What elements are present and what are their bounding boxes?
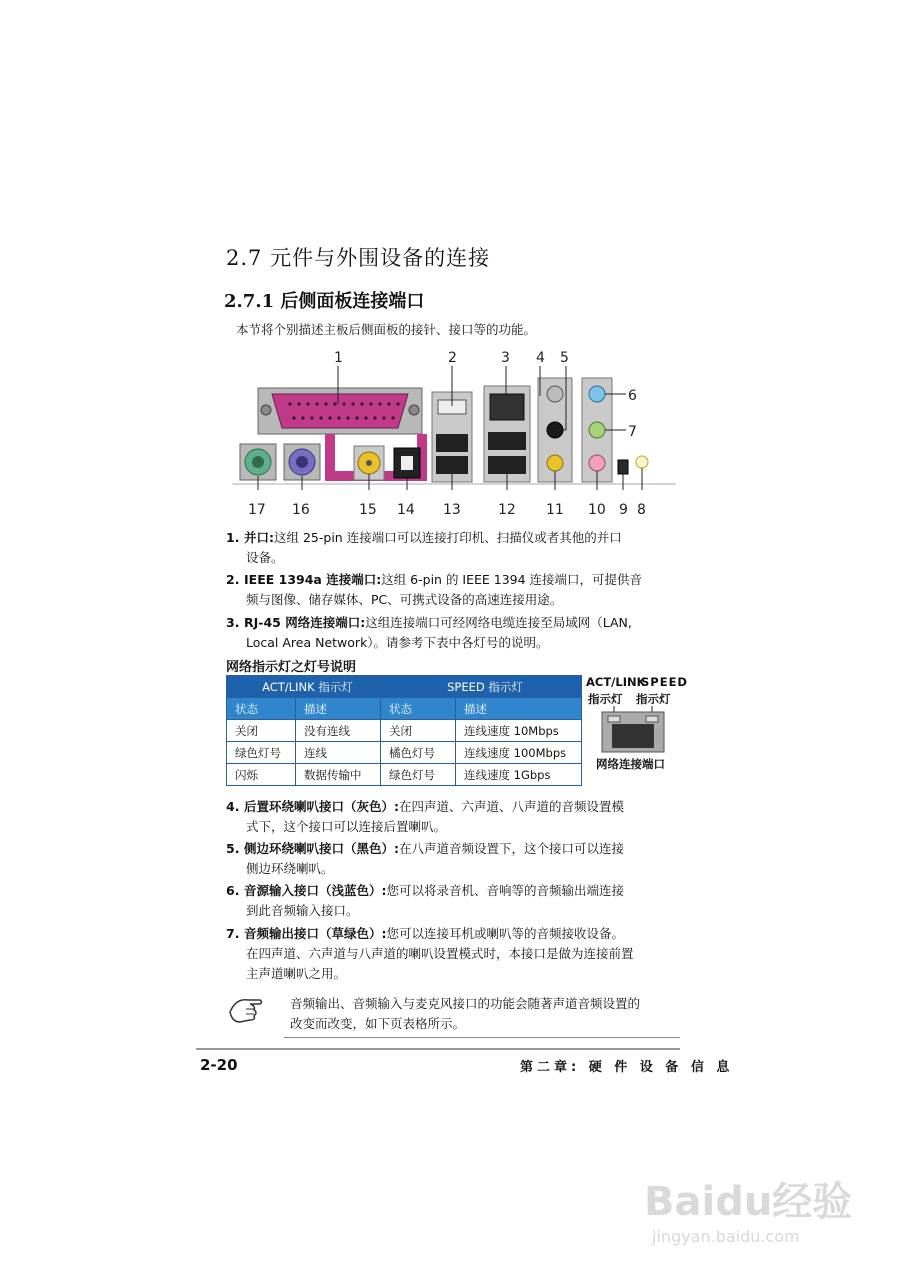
- rj45-port-illustration: [598, 706, 668, 754]
- table-title: 网络指示灯之灯号说明: [226, 660, 357, 675]
- usb-port: [488, 432, 526, 450]
- table-header: 描述: [296, 698, 381, 720]
- callout-11: 11: [546, 502, 564, 518]
- rj45-act-sub: 指示灯: [588, 692, 623, 706]
- table-row: 绿色灯号 连线 橘色灯号 连线速度 100Mbps: [227, 742, 582, 764]
- callout-8: 8: [637, 502, 646, 518]
- table-header: ACT/LINK 指示灯: [227, 676, 381, 698]
- table-row: 关闭 没有连线 关闭 连线速度 10Mbps: [227, 720, 582, 742]
- list-item: 1. 并口:这组 25-pin 连接端口可以连接打印机、扫描仪或者其他的并口 设备。: [226, 530, 622, 565]
- center-sub-jack: [547, 455, 563, 471]
- led-status-table: [226, 675, 582, 786]
- list-item: 5. 侧边环绕喇叭接口（黑色）:在八声道音频设置下，这个接口可以连接 侧边环绕喇叭。: [226, 841, 625, 876]
- rear-panel-diagram: [226, 344, 686, 524]
- intro-text: 本节将个别描述主板后侧面板的接针、接口等的功能。: [236, 322, 537, 337]
- usb-port: [436, 434, 468, 452]
- callout-6: 6: [628, 388, 637, 404]
- table-header: 状态: [381, 698, 456, 720]
- parallel-port-shell: [272, 394, 408, 428]
- rj45-speed-sub: 指示灯: [636, 692, 671, 706]
- callout-14: 14: [397, 502, 415, 518]
- note-hand-icon: [226, 992, 266, 1026]
- callout-9: 9: [619, 502, 628, 518]
- list-item: 6. 音源输入接口（浅蓝色）:您可以将录音机、音响等的音频输出端连接 到此音频输入接口。: [226, 883, 625, 918]
- callout-12: 12: [498, 502, 516, 518]
- note-text: 音频输出、音频输入与麦克风接口的功能会随著声道音频设置的 改变而改变，如下页表格所示。: [290, 996, 641, 1031]
- watermark: Baidu经验 jingyan.baidu.com: [644, 1179, 853, 1246]
- subsection-heading: 2.7.1 后侧面板连接端口: [224, 291, 425, 312]
- list-item: 4. 后置环绕喇叭接口（灰色）:在四声道、六声道、八声道的音频设置模 式下，这个接口可以连接后置喇叭。: [226, 799, 625, 834]
- table-header: SPEED 指示灯: [381, 676, 582, 698]
- rj45-port: [490, 394, 524, 420]
- rj45-speed-label: SPEED: [641, 675, 688, 689]
- callout-3: 3: [501, 350, 510, 366]
- line-out-jack: [589, 422, 605, 438]
- callout-2: 2: [448, 350, 457, 366]
- callout-4: 4: [536, 350, 545, 366]
- section-heading: 2.7 元件与外围设备的连接: [226, 246, 491, 270]
- callout-10: 10: [588, 502, 606, 518]
- mic-jack: [589, 455, 605, 471]
- footer-divider: [196, 1048, 680, 1050]
- callout-16: 16: [292, 502, 310, 518]
- note-divider: [284, 1037, 680, 1038]
- table-header: 状态: [227, 698, 296, 720]
- table-row: 闪烁 数据传输中 绿色灯号 连线速度 1Gbps: [227, 764, 582, 786]
- line-in-jack: [589, 386, 605, 402]
- optical-out-small: [618, 460, 628, 474]
- chapter-title: 第二章: 硬 件 设 备 信 息: [520, 1060, 734, 1075]
- callout-5: 5: [560, 350, 569, 366]
- callout-17: 17: [248, 502, 266, 518]
- callout-7: 7: [628, 424, 637, 440]
- rear-speaker-jack: [547, 386, 563, 402]
- callout-13: 13: [443, 502, 461, 518]
- rj45-caption: 网络连接端口: [596, 757, 665, 771]
- list-item: 3. RJ-45 网络连接端口:这组连接端口可经网络电缆连接至局域网（LAN, Local Area Network）。请参考下表中各灯号的说明。: [226, 615, 632, 650]
- coaxial-out-small: [636, 456, 648, 468]
- page-number: 2-20: [200, 1056, 238, 1074]
- list-item: 7. 音频输出接口（草绿色）:您可以连接耳机或喇叭等的音频接收设备。 在四声道、六声道与八声道的喇叭设置模式时，本接口是做为连接前置 主声道喇叭之用。: [226, 926, 634, 981]
- callout-15: 15: [359, 502, 377, 518]
- list-item: 2. IEEE 1394a 连接端口:这组 6-pin 的 IEEE 1394 连接端口，可提供音 频与图像、储存媒体、PC、可携式设备的高速连接用途。: [226, 572, 643, 607]
- rj45-act-label: ACT/LINK: [586, 675, 646, 689]
- callout-1: 1: [334, 350, 343, 366]
- table-header: 描述: [456, 698, 582, 720]
